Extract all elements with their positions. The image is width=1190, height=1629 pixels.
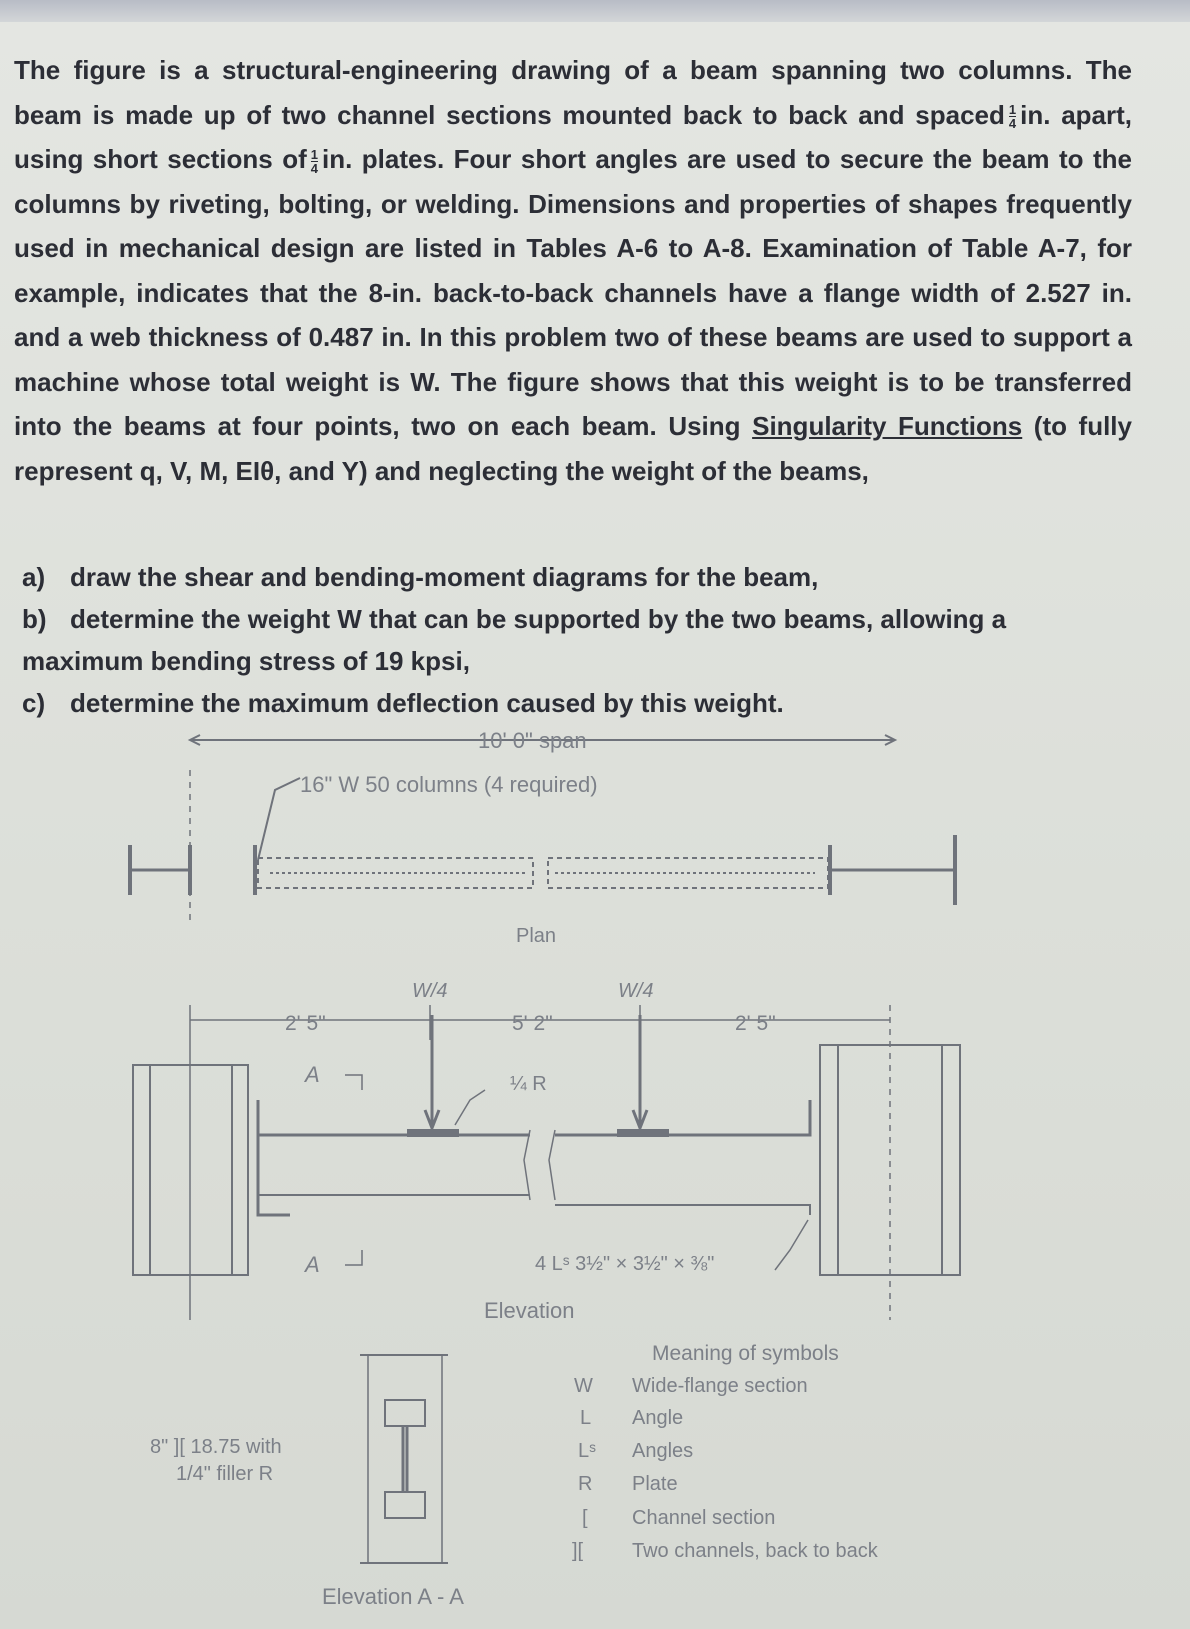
legend-meaning: Channel section bbox=[632, 1507, 776, 1529]
beam-top-left bbox=[258, 1100, 530, 1135]
section-flange-top bbox=[385, 1400, 425, 1426]
legend-rows bbox=[572, 1375, 879, 1562]
plan-beam-left bbox=[258, 858, 533, 888]
section-mark-bottom: A bbox=[305, 1252, 320, 1277]
column-label: 16" W 50 columns (4 required) bbox=[300, 772, 598, 797]
fraction-numerator: 1 bbox=[310, 146, 318, 162]
singularity-functions-link[interactable]: Singularity Functions bbox=[752, 411, 1023, 441]
angle-callout: 4 Lˢ 3½" × 3½" × ⅜" bbox=[535, 1253, 715, 1275]
section-note: 1/4" filler R bbox=[176, 1463, 274, 1485]
legend-meaning: Angles bbox=[632, 1440, 694, 1462]
section-flange-bottom bbox=[385, 1492, 425, 1518]
fraction-numerator: 1 bbox=[1008, 102, 1017, 118]
section-arrow-top bbox=[345, 1075, 362, 1090]
statement-text-3: in. plates. Four short angles are used to secure the beam to the columns by riveting, bolting, or welding. Dimensions and properties of shapes frequently used in mechanical design are listed in Tables A-6 to A-8. Examination of Table A-7, for example, indicates that the 8-in. back-to-back channels have a flange width of 2.527 in. and a web thickness of 0.487 in. In this problem two of these beams are used to support a machine whose total weight is W. The figure shows that this weight is to be transferred into the beams at four points, two on each beam. Using bbox=[14, 144, 1132, 441]
legend-meaning: Wide-flange section bbox=[632, 1375, 808, 1397]
beam-bottom-right bbox=[555, 1205, 810, 1215]
section-mark-top: A bbox=[305, 1062, 320, 1087]
legend-meaning: Plate bbox=[632, 1473, 678, 1495]
section-note: 8" ][ 18.75 with bbox=[150, 1436, 282, 1458]
item-label: a) bbox=[22, 562, 46, 592]
section-aa-label: Elevation A - A bbox=[322, 1584, 464, 1609]
elevation-label: Elevation bbox=[484, 1298, 575, 1323]
legend-symbol: Lˢ bbox=[578, 1440, 596, 1462]
legend-title: Meaning of symbols bbox=[652, 1342, 839, 1365]
legend-meaning: Two channels, back to back bbox=[632, 1540, 878, 1562]
beam-end-left bbox=[258, 1135, 290, 1215]
legend-meaning: Angle bbox=[632, 1407, 684, 1429]
column-leader bbox=[258, 778, 300, 860]
legend-symbol: ][ bbox=[572, 1540, 584, 1562]
statement-text-4: (to fully represent q, V, M, EIθ, and Y) and neglecting the weight of the beams, bbox=[14, 411, 1132, 486]
dim-mid-label: 5' 2" bbox=[512, 1012, 553, 1035]
statement-text-1: The figure is a structural-engineering drawing of a beam spanning two columns. The beam is made up of two channel sections mounted back to back and spaced bbox=[14, 55, 1132, 130]
break-line bbox=[549, 1130, 555, 1200]
span-label: 10' 0" span bbox=[478, 728, 587, 753]
dim-left-label: 2' 5" bbox=[285, 1012, 326, 1035]
break-line bbox=[524, 1130, 530, 1200]
beam-top-right bbox=[555, 1100, 810, 1135]
load-label-left: W/4 bbox=[412, 980, 448, 1002]
legend-symbol: W bbox=[574, 1375, 593, 1397]
statement-text-2: in. apart, using short sections of bbox=[14, 99, 1133, 174]
bearing-plate bbox=[618, 1130, 668, 1136]
legend-symbol: [ bbox=[582, 1507, 588, 1529]
plate-leader bbox=[455, 1090, 485, 1125]
item-label: b) bbox=[22, 604, 47, 634]
item-text: maximum bending stress of 19 kpsi, bbox=[22, 646, 470, 676]
dim-right-label: 2' 5" bbox=[735, 1012, 776, 1035]
bearing-plate bbox=[408, 1130, 458, 1136]
load-label-right: W/4 bbox=[618, 980, 654, 1002]
legend-symbol: R bbox=[578, 1473, 593, 1495]
section-arrow-bottom bbox=[345, 1250, 362, 1265]
angle-leader bbox=[775, 1220, 808, 1270]
plate-callout: ¼ R bbox=[510, 1073, 547, 1095]
item-text: determine the maximum deflection caused by this weight. bbox=[70, 688, 784, 718]
fraction-denominator: 4 bbox=[1008, 116, 1017, 132]
plan-label: Plan bbox=[516, 925, 557, 947]
item-label: c) bbox=[22, 688, 46, 718]
fraction-denominator: 4 bbox=[310, 160, 318, 176]
item-text: draw the shear and bending-moment diagrams for the beam, bbox=[70, 562, 819, 592]
legend-symbol: L bbox=[580, 1407, 592, 1429]
item-text: determine the weight W that can be supported by the two beams, allowing a bbox=[70, 604, 1007, 634]
